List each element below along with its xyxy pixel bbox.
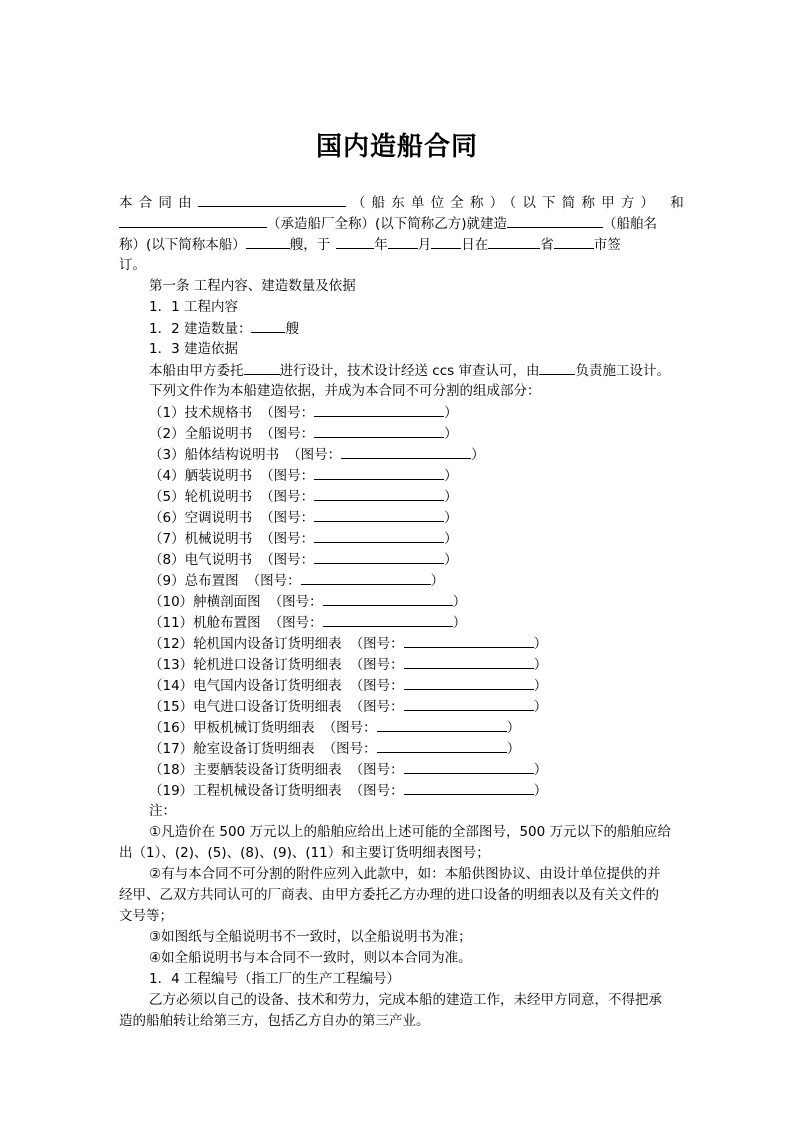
city-blank — [554, 234, 594, 249]
drawing-label: （图号： — [260, 552, 315, 568]
drawing-label: （图号： — [260, 405, 315, 421]
quantity-blank — [246, 234, 290, 249]
doc-item — [149, 780, 547, 801]
doc-item — [149, 444, 485, 465]
doc-close: ） — [533, 678, 548, 694]
doc-item — [149, 612, 466, 633]
drawing-label: （图号： — [260, 426, 315, 442]
doc-name: （13）轮机进口设备订货明细表 — [149, 657, 342, 673]
doc-item — [149, 486, 458, 507]
doc-close: ） — [430, 573, 445, 589]
drawing-number-blank — [323, 612, 453, 627]
doc-close: ） — [452, 594, 467, 610]
note-1-line-2: 出（1）、(2)、(5)、(8)、(9)、(11）和主要订货明细表图号； — [119, 845, 490, 861]
drawing-number-blank — [341, 444, 471, 459]
section-heading: 1．4 工程编号（指工厂的生产工程编号） — [149, 971, 400, 987]
doc-name: （7）机械说明书 — [149, 531, 253, 547]
doc-name: （11）机舱布置图 — [149, 615, 261, 631]
doc-close: ） — [444, 468, 458, 484]
doc-name: （12）轮机国内设备订货明细表 — [149, 636, 342, 652]
intro-text: 月 — [417, 237, 432, 253]
intro-text: 省 — [540, 237, 554, 253]
doc-item — [149, 402, 458, 423]
drawing-label: （图号： — [349, 657, 404, 673]
drawing-label: （图号： — [260, 468, 315, 484]
doc-name: （6）空调说明书 — [149, 510, 253, 526]
drawing-number-blank — [314, 486, 444, 501]
doc-close: ） — [533, 699, 548, 715]
note-2-line-2: 经甲、乙双方共同认可的厂商表、由甲方委托乙方办理的进口设备的明细表以及有关文件的 — [119, 887, 659, 903]
drawing-label: （图号： — [322, 720, 377, 736]
intro-line-2 — [119, 213, 657, 234]
doc-name: （10）舯横剖面图 — [149, 594, 261, 610]
drawing-number-blank — [314, 507, 444, 522]
section-text: 艘 — [285, 321, 299, 337]
doc-name: （16）甲板机械订货明细表 — [149, 720, 315, 736]
drawing-number-blank — [404, 654, 534, 669]
drawing-label: （图号： — [260, 531, 315, 547]
note-3: ③如图纸与全船说明书不一致时，以全船说明书为准； — [149, 929, 472, 945]
drawing-number-blank — [323, 591, 453, 606]
doc-name: （8）电气说明书 — [149, 552, 253, 568]
drawing-number-blank — [314, 423, 444, 438]
note-1-line-1: ①凡造价在 500 万元以上的船舶应给出上述可能的全部图号，500 万元以下的船舶应给 — [149, 824, 672, 840]
drawing-number-blank — [314, 549, 444, 564]
drawing-number-blank — [314, 528, 444, 543]
drawing-label: （图号： — [246, 573, 301, 589]
drawing-number-blank — [314, 402, 444, 417]
doc-close: ） — [444, 489, 458, 505]
doc-close: ） — [444, 531, 458, 547]
intro-text: 本合同由 — [119, 195, 198, 211]
basis-text: 进行设计，技术设计经送 ccs 审查认可，由 — [279, 363, 540, 379]
basis-line-2: 下列文件作为本船建造依据，并成为本合同不可分割的组成部分： — [149, 383, 541, 399]
doc-close: ） — [506, 720, 521, 736]
intro-text: 艘，于 — [289, 237, 331, 253]
doc-name: （15）电气进口设备订货明细表 — [149, 699, 342, 715]
doc-item — [149, 423, 458, 444]
doc-name: （3）船体结构说明书 — [149, 447, 280, 463]
owner-blank — [198, 192, 346, 207]
doc-item — [149, 738, 520, 759]
section-text: 1．2 建造数量： — [149, 321, 252, 337]
drawing-number-blank — [404, 675, 534, 690]
doc-close: ） — [471, 447, 485, 463]
month-blank — [388, 234, 418, 249]
doc-item — [149, 759, 547, 780]
intro-text: 市签 — [593, 237, 621, 253]
intro-line-4: 订。 — [119, 257, 146, 273]
doc-item — [149, 675, 547, 696]
doc-name: （2）全船说明书 — [149, 426, 253, 442]
intro-text: 称）(以下简称本船） — [119, 237, 246, 253]
doc-close: ） — [533, 636, 548, 652]
paragraph-line-2: 造的船舶转让给第三方，包括乙方自办的第三产业。 — [119, 1013, 430, 1029]
drawing-label: （图号： — [260, 510, 315, 526]
note-2-line-3: 文号等； — [119, 908, 173, 924]
drawing-label: （图号： — [349, 762, 404, 778]
doc-close: ） — [444, 552, 458, 568]
doc-item — [149, 465, 458, 486]
section-heading: 1．3 建造依据 — [149, 341, 238, 357]
section-heading — [149, 318, 299, 339]
doc-item — [149, 591, 466, 612]
note-2-line-1: ②有与本合同不可分割的附件应列入此款中，如：本船供图协议、由设计单位提供的并 — [149, 866, 661, 882]
drawing-label: （图号： — [349, 699, 404, 715]
drawing-number-blank — [377, 717, 507, 732]
province-blank — [488, 234, 540, 249]
doc-name: （14）电气国内设备订货明细表 — [149, 678, 342, 694]
build-quantity-blank — [251, 318, 285, 333]
basis-text: 本船由甲方委托 — [149, 363, 244, 379]
section-heading: 1．1 工程内容 — [149, 299, 238, 315]
day-blank — [431, 234, 461, 249]
drawing-number-blank — [377, 738, 507, 753]
note-label: 注： — [149, 803, 176, 819]
doc-close: ） — [533, 783, 548, 799]
drawing-label: （图号： — [349, 678, 404, 694]
ship-name-blank — [507, 213, 603, 228]
doc-name: （9）总布置图 — [149, 573, 239, 589]
drawing-number-blank — [404, 633, 534, 648]
drawing-number-blank — [314, 465, 444, 480]
intro-line-3 — [119, 234, 621, 255]
doc-close: ） — [533, 762, 548, 778]
intro-line-1 — [119, 192, 684, 213]
year-blank — [336, 234, 374, 249]
doc-item — [149, 507, 458, 528]
drawing-number-blank — [404, 759, 534, 774]
doc-item — [149, 549, 458, 570]
drawing-number-blank — [404, 780, 534, 795]
drawing-number-blank — [301, 570, 431, 585]
designer-blank — [244, 360, 280, 375]
drawing-label: （图号： — [349, 783, 404, 799]
note-4: ④如全船说明书与本合同不一致时，则以本合同为准。 — [149, 950, 472, 966]
drawing-label: （图号： — [322, 741, 377, 757]
doc-close: ） — [444, 405, 458, 421]
drawing-label: （图号： — [287, 447, 342, 463]
builder-blank — [119, 213, 267, 228]
doc-name: （5）轮机说明书 — [149, 489, 253, 505]
paragraph-line-1: 乙方必须以自己的设备、技术和劳力，完成本船的建造工作，未经甲方同意，不得把承 — [149, 992, 662, 1008]
doc-close: ） — [444, 426, 458, 442]
intro-text: 日在 — [461, 237, 489, 253]
doc-name: （4）舾装说明书 — [149, 468, 253, 484]
intro-text: 和 — [670, 195, 684, 211]
intro-text: （船东单位全称）（以下简称甲方） — [351, 195, 661, 211]
doc-close: ） — [533, 657, 548, 673]
construction-designer-blank — [539, 360, 575, 375]
doc-item — [149, 696, 547, 717]
page-title: 国内造船合同 — [315, 132, 478, 162]
article-heading: 第一条 工程内容、建造数量及依据 — [149, 278, 356, 294]
drawing-number-blank — [404, 696, 534, 711]
drawing-label: （图号： — [268, 615, 323, 631]
doc-name: （1）技术规格书 — [149, 405, 253, 421]
drawing-label: （图号： — [349, 636, 404, 652]
drawing-label: （图号： — [260, 489, 315, 505]
basis-line — [149, 360, 670, 381]
doc-item — [149, 654, 547, 675]
doc-item — [149, 633, 547, 654]
intro-text: 年 — [374, 237, 388, 253]
doc-close: ） — [506, 741, 521, 757]
doc-name: （17）舱室设备订货明细表 — [149, 741, 315, 757]
intro-text: （承造船厂全称）(以下简称乙方)就建造 — [267, 216, 508, 232]
doc-name: （18）主要舾装设备订货明细表 — [149, 762, 342, 778]
doc-close: ） — [444, 510, 458, 526]
drawing-label: （图号： — [268, 594, 323, 610]
doc-item — [149, 717, 520, 738]
doc-name: （19）工程机械设备订货明细表 — [149, 783, 342, 799]
doc-item — [149, 570, 444, 591]
basis-text: 负责施工设计。 — [575, 363, 670, 379]
doc-close: ） — [452, 615, 467, 631]
intro-text: （船舶名 — [603, 216, 658, 232]
doc-item — [149, 528, 458, 549]
